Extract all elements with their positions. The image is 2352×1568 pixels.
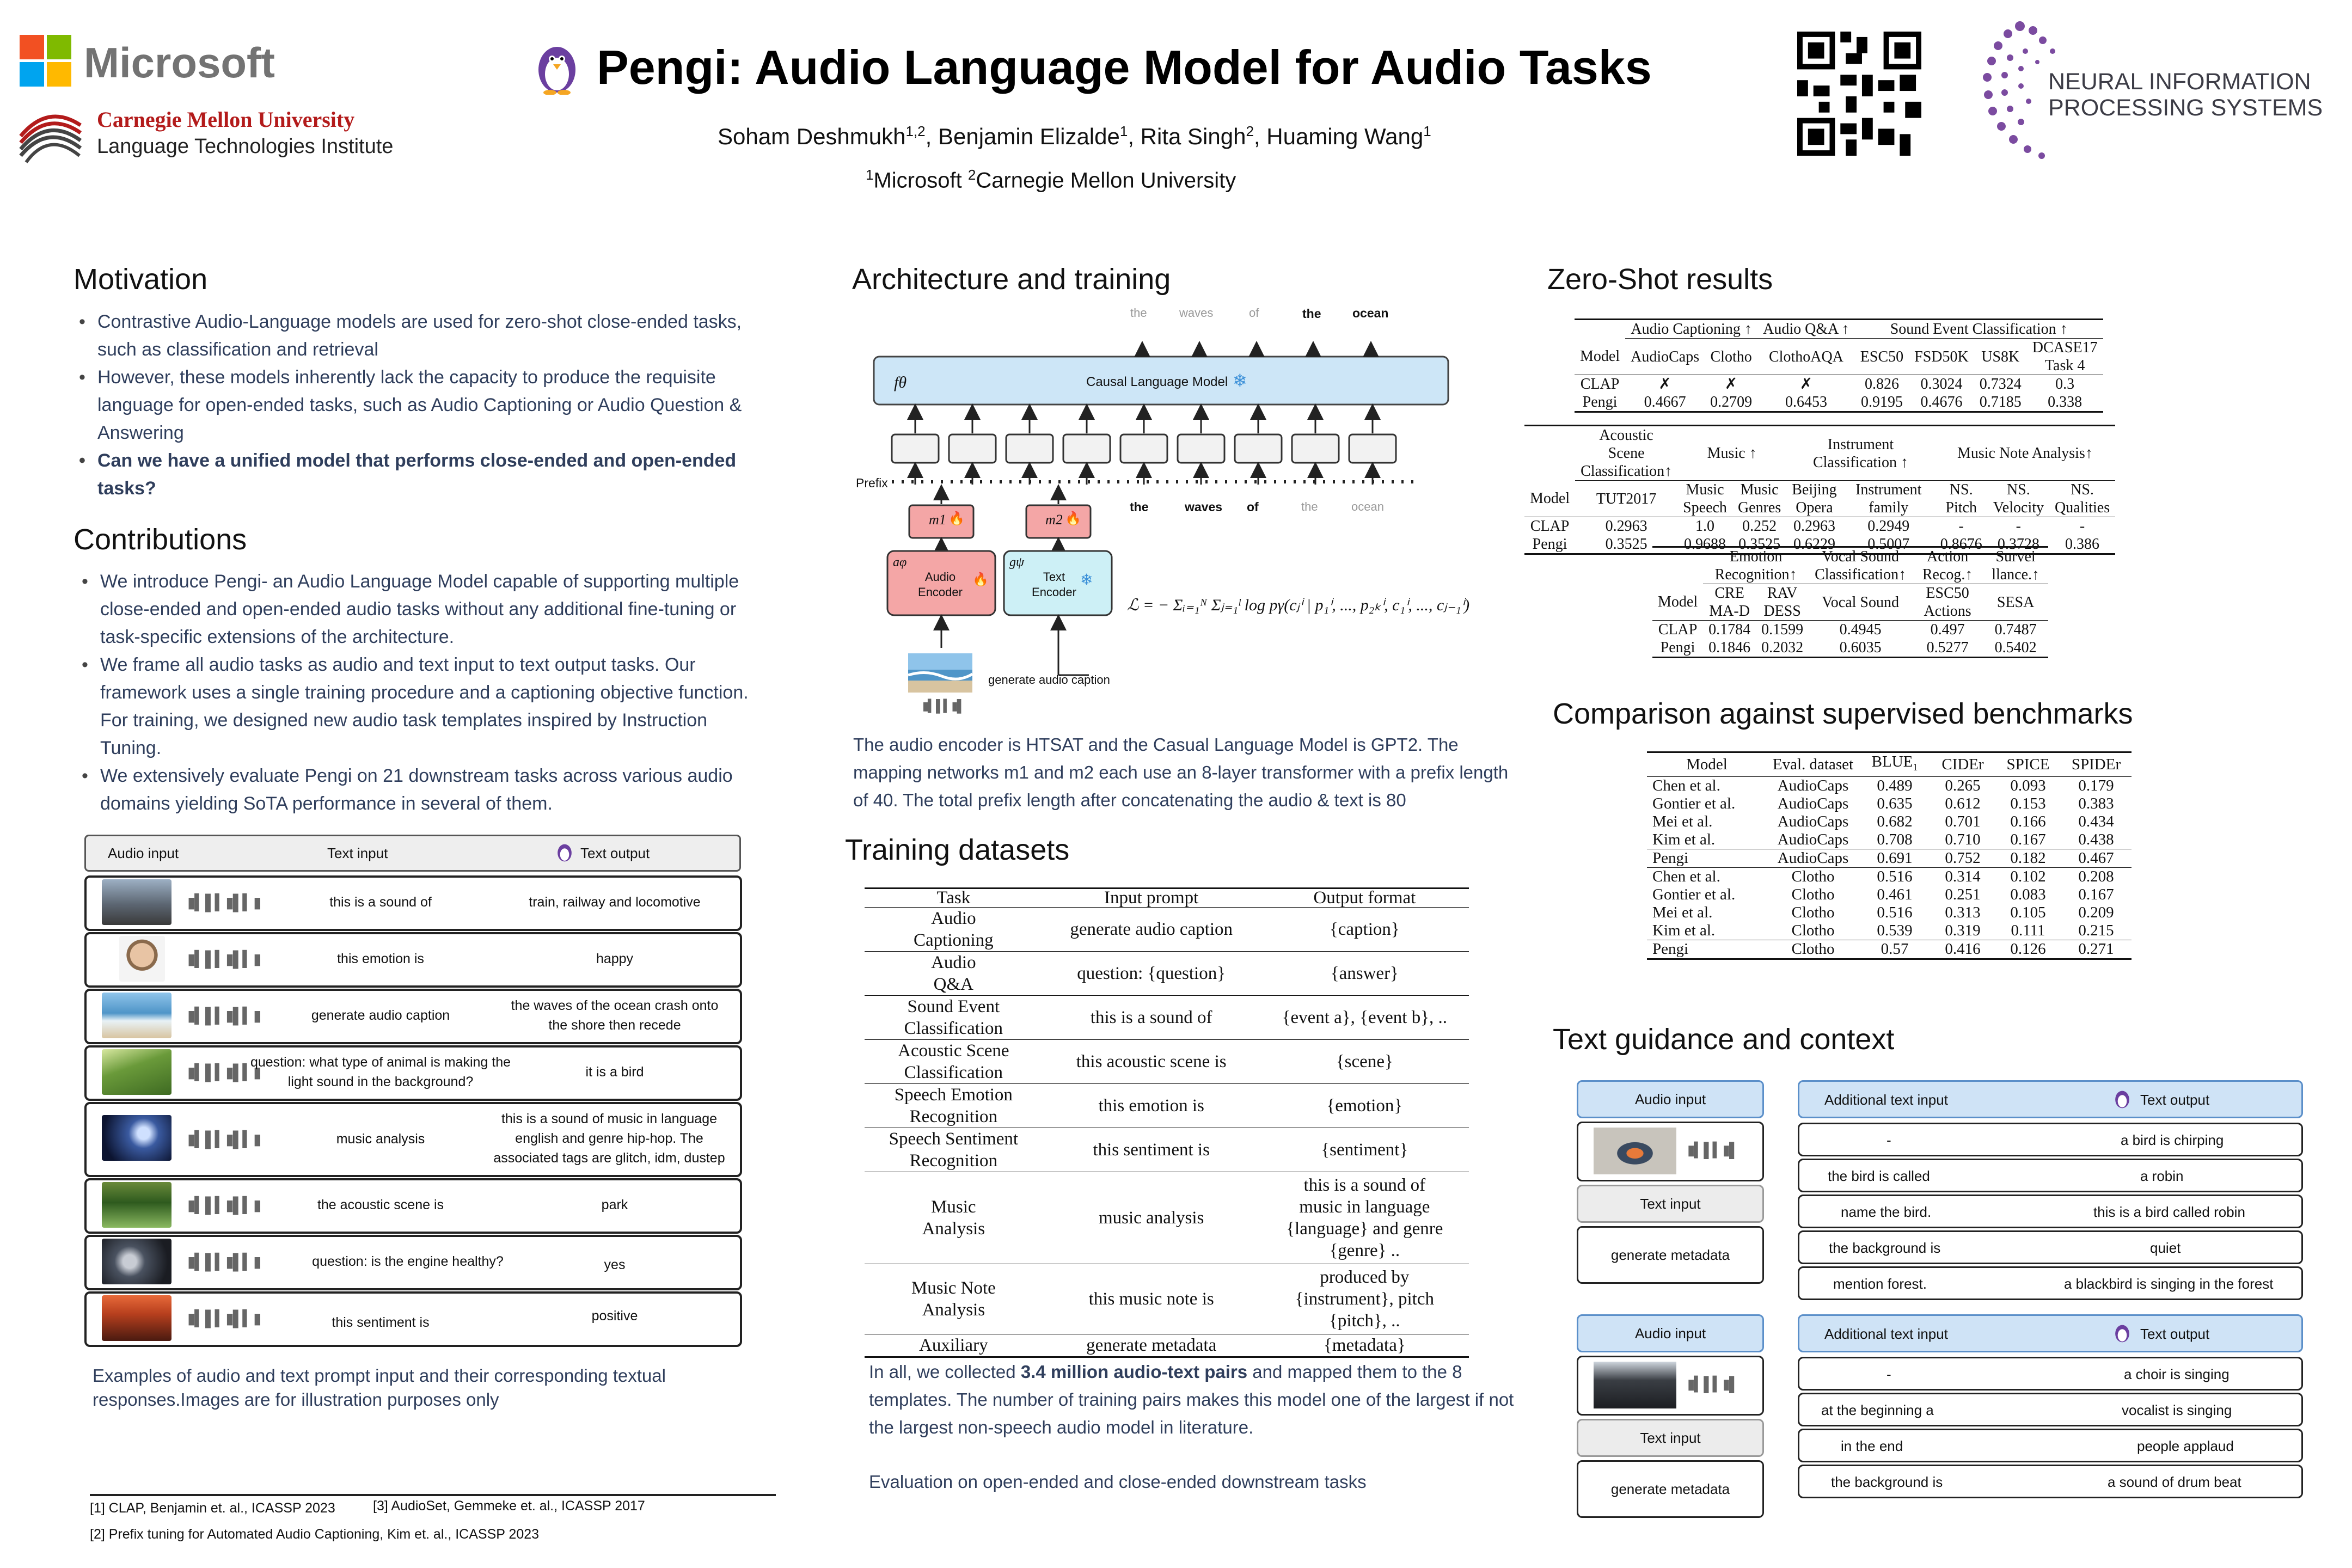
ms-logo-blue: [20, 62, 44, 87]
prefix-label: Prefix: [856, 476, 888, 490]
example-output: this is a sound of music in language english and genre hip-hop. The associated tags are glitch, idm, dustep: [493, 1111, 725, 1166]
table-row: Mei et al. AudioCaps 0.682 0.701 0.166 0.434: [1652, 812, 2114, 830]
table-row: Pengi AudioCaps 0.691 0.752 0.182 0.467: [1647, 849, 2132, 867]
concert-image: [102, 1115, 171, 1161]
authors: [718, 123, 1431, 150]
reference-1: [1] CLAP, Benjamin et. al., ICASSP 2023: [90, 1500, 335, 1516]
penguin-icon: [555, 842, 574, 862]
zeroshot-table-1: Audio Captioning ↑ Audio Q&A ↑ Sound Event Classification ↑ Model AudioCaps Clotho ClothoAQA ESC50 FSD50K US8K DCASE17 Task 4 CLAP ✗ ✗ ✗ 0.826 0.3024 0.7324 0.3 Pengi 0.4667 0.2709 0.6453 0.9195 0.4676 0.7185 0.338: [1575, 318, 2103, 413]
poster-title: Pengi: Audio Language Model for Audio Tasks: [597, 40, 1652, 94]
blue1-col: $BLUE_1$: [1871, 753, 1918, 773]
training-row: Music Note Analysis this music note is produced by {instrument}, pitch {pitch}, ..: [865, 1264, 1469, 1334]
neurips-line2: PROCESSING SYSTEMS: [2048, 95, 2323, 121]
training-table: [865, 887, 1469, 1358]
motivation-bullets: [74, 308, 767, 503]
group-header: Vocal Sound Classification↑: [1809, 547, 1912, 584]
training-row: Music Analysis music analysis this is a sound of music in language {language} and genre {genre} ..: [865, 1172, 1469, 1264]
input-token: of: [1247, 500, 1259, 514]
author-4: Huaming Wang$^1$: [1266, 123, 1431, 149]
group-header: Instrument Classification ↑: [1786, 426, 1934, 481]
engine-image: [102, 1239, 171, 1284]
example-output: train, railway and locomotive: [529, 895, 701, 910]
motivation-bullet: • Contrastive Audio-Language models are used for zero-shot close-ended tasks, such as classification and retrieval: [97, 308, 767, 364]
evaluation-note: Evaluation on open-ended and close-ended downstream tasks: [869, 1472, 1367, 1492]
contributions-heading: Contributions: [74, 523, 247, 556]
waveform-icon: ▮▍▌▍▮▌: [922, 699, 965, 713]
ms-logo-green: [47, 35, 71, 59]
input-token: the: [1130, 500, 1149, 514]
supervised-heading: Comparison against supervised benchmarks: [1553, 697, 2133, 730]
output-token: ocean: [1352, 306, 1389, 320]
author-2: Benjamin Elizalde$^1$,: [938, 123, 1141, 149]
audio-input-label: Audio input: [1577, 1080, 1764, 1118]
example-row: [84, 1235, 742, 1290]
forest-image: [102, 1049, 171, 1095]
author-3: Rita Singh$^2$,: [1140, 123, 1267, 149]
qr-code-icon[interactable]: [1797, 32, 1922, 156]
table-row: CLAP 0.1784 0.1599 0.4945 0.497 0.7487: [1658, 621, 2037, 638]
training-heading: Training datasets: [845, 834, 1070, 866]
training-row: Sound Event Classification this is a sound of {event a}, {event b}, ..: [865, 996, 1469, 1040]
audio-encoder-symbol: aφ: [893, 555, 907, 569]
contributions-bullets: [76, 568, 770, 818]
example-row: [84, 1291, 742, 1347]
architecture-heading: Architecture and training: [852, 263, 1171, 296]
contributions-bullet: • We extensively evaluate Pengi on 21 downstream tasks across various audio domains yielding SoTA performance in several of them.: [100, 762, 770, 818]
flame-icon: 🔥: [1065, 511, 1081, 526]
audio-encoder-label: Audio Encoder: [918, 570, 963, 599]
zeroshot-table-2: Acoustic Scene Classification↑ Music ↑ Instrument Classification ↑ Music Note Analysis↑ Model TUT2017 Music Speech Music Genres Beijing Opera Instrument family NS. Pitch NS. Velocity NS. Qualities CLAP 0.2963 1.0 0.252 0.2963 0.2949 - - - Pengi 0.3525 0.9688 0.3525 0.6229 0.5007 0.8676 0.3728 0.386: [1524, 425, 2115, 555]
waveform-icon: ▮▍▌▍▮▌▍▮: [187, 1064, 261, 1081]
waveform-icon: ▮▍▌▍▮▌▍▮: [187, 1253, 261, 1270]
examples-header-audio: Audio input: [108, 845, 179, 861]
table-row: Pengi 0.4667 0.2709 0.6453 0.9195 0.4676 0.7185 0.338: [1575, 393, 2103, 412]
table-row: Mei et al. Clotho 0.516 0.313 0.105 0.209: [1652, 903, 2114, 921]
examples-header: [84, 835, 741, 872]
crowd-image: [102, 1295, 171, 1341]
references-rule: [90, 1494, 776, 1496]
ms-logo-yellow: [47, 62, 71, 87]
choir-image: [1594, 1362, 1676, 1408]
architecture-diagram: [849, 299, 1481, 702]
example-row: [84, 1045, 742, 1101]
table-row: Kim et al. Clotho 0.539 0.319 0.111 0.215: [1647, 922, 2132, 940]
group-header: Sound Event Classification ↑: [1855, 320, 2103, 339]
penguin-icon: [2113, 1322, 2132, 1343]
motivation-bullet: • Can we have a unified model that performs close-ended and open-ended tasks?: [97, 447, 767, 503]
microsoft-wordmark: Microsoft: [84, 39, 275, 87]
additional-text-label: Additional text input: [1824, 1326, 1948, 1342]
text-output-label: Text output: [2140, 1092, 2210, 1108]
group-header: Survei llance.↑: [1983, 547, 2048, 584]
guidance-heading: Text guidance and context: [1553, 1023, 1895, 1056]
example-input: generate audio caption: [311, 1008, 450, 1023]
training-row: Audio Q&A question: {question} {answer}: [865, 952, 1469, 996]
cmu-logo: [15, 103, 396, 169]
table-row: CLAP ✗ ✗ ✗ 0.826 0.3024 0.7324 0.3: [1580, 376, 2075, 393]
cmu-name: Carnegie Mellon University: [97, 107, 355, 132]
generate-metadata-box: generate metadata: [1577, 1460, 1764, 1518]
table-row: Chen et al. Clotho 0.516 0.314 0.102 0.208: [1652, 867, 2114, 885]
example-input: music analysis: [336, 1131, 425, 1147]
bird-image: [1594, 1128, 1676, 1174]
group-header: Audio Captioning ↑: [1625, 320, 1757, 339]
ms-logo-red: [20, 35, 44, 59]
waveform-icon: ▮▍▌▍▮▌▍▮: [187, 1310, 261, 1327]
text-output-label: Text output: [2140, 1326, 2210, 1342]
guidance-header: [1798, 1080, 2303, 1118]
training-col-task: Task: [936, 888, 971, 908]
group-header: Action Recog.↑: [1912, 547, 1983, 584]
prompt-label: generate audio caption: [988, 673, 1110, 687]
generate-metadata-box: generate metadata: [1577, 1226, 1764, 1284]
microsoft-logo: [20, 34, 286, 90]
contributions-bullet: • We frame all audio tasks as audio and text input to text output tasks. Our framework uses a single training procedure and a captioning objective function. For training, we designed new audio task templates inspired by Instruction Tuning.: [100, 651, 770, 762]
train-image: [102, 879, 171, 925]
examples-caption: Examples of audio and text prompt input and their corresponding textual responses.Images are for illustration purposes only: [93, 1365, 666, 1410]
text-encoder-label: Text Encoder: [1032, 570, 1076, 599]
audio-input-label: Audio input: [1577, 1314, 1764, 1352]
guidance-row: the bird is called a robin: [1798, 1159, 2303, 1192]
output-token: of: [1249, 306, 1259, 320]
table-row: Gontier et al. AudioCaps 0.635 0.612 0.153 0.383: [1652, 794, 2114, 812]
examples-header-text: Text input: [327, 845, 388, 861]
guidance-header: [1798, 1314, 2303, 1352]
output-token: the: [1130, 306, 1147, 320]
waveform-icon: ▮▍▌▍▮▌▍▮: [187, 1197, 261, 1214]
text-input-label: Text input: [1577, 1419, 1764, 1457]
waveform-icon: ▮▍▌▍▮▌: [1687, 1142, 1738, 1158]
cmu-mark-icon: [15, 103, 86, 168]
example-input: this emotion is: [337, 951, 424, 966]
park-image: [102, 1182, 171, 1228]
guidance-row: at the beginning a vocalist is singing: [1798, 1393, 2303, 1426]
example-row: [84, 1102, 742, 1177]
supervised-table: Model Eval. dataset $BLUE_1$ CIDEr SPICE SPIDEr Chen et al. AudioCaps 0.489 0.265 0.093 0.179 Gontier et al. AudioCaps 0.635 0.612 0.153 0.383 Mei et al. AudioCaps 0.682 0.701 0.166 0.434 Kim et al. AudioCaps 0.708 0.710 0.167 0.438 Pengi AudioCaps 0.691 0.752 0.182 0.467 Chen et al. Clotho 0.516 0.314 0.102 0.208 Gontier et al. Clotho 0.461 0.251 0.083 0.167 Mei et al. Clotho 0.516 0.313 0.105 0.209 Kim et al. Clotho 0.539 0.319 0.111 0.215 Pengi Clotho 0.57 0.416 0.126 0.271: [1647, 751, 2132, 960]
neurips-line1: NEURAL INFORMATION: [2048, 69, 2311, 95]
example-output: park: [601, 1197, 628, 1212]
architecture-description: The audio encoder is HTSAT and the Casual Language Model is GPT2. The mapping networks m1 and m2 each use an 8-layer transformer with a prefix length of 40. The total prefix length after concatenating the audio & text is 80: [853, 734, 1509, 810]
group-header: Music Note Analysis↑: [1935, 426, 2115, 481]
guidance-row: name the bird. this is a bird called robin: [1798, 1195, 2303, 1228]
audio-input-box: [1577, 1122, 1764, 1181]
loss-formula: ℒ = − Σᵢ₌₁ᴺ Σⱼ₌₁ˡ log pγ(cⱼⁱ | p₁ⁱ, ..., p₂ₖⁱ, c₁ⁱ, ..., cⱼ₋₁ⁱ): [1127, 596, 1470, 614]
input-token: the: [1301, 500, 1318, 513]
group-header: Music ↑: [1677, 426, 1786, 481]
flame-icon: 🔥: [972, 572, 989, 587]
guidance-row: the background is a sound of drum beat: [1798, 1465, 2303, 1498]
example-row: [84, 989, 742, 1044]
training-row: Speech Sentiment Recognition this sentiment is {sentiment}: [865, 1128, 1469, 1172]
output-token: the: [1302, 307, 1321, 321]
training-summary: In all, we collected 3.4 million audio-text pairs and mapped them to the 8 templates. The number of training pairs makes this model one of the largest if not the largest non-speech audio model in literature.: [869, 1362, 1514, 1437]
group-header: Audio Q&A ↑: [1757, 320, 1855, 339]
training-col-input: Input prompt: [1104, 888, 1199, 908]
input-token: waves: [1185, 500, 1223, 514]
contributions-bullet: • We introduce Pengi- an Audio Language Model capable of supporting multiple close-ended and open-ended audio tasks without any additional fine-tuning or task-specific extensions of the architecture.: [100, 568, 770, 651]
prefix-token-boxes: [892, 434, 1396, 463]
example-output: the waves of the ocean crash onto the shore then recede: [511, 998, 719, 1033]
waveform-icon: ▮▍▌▍▮▌: [1687, 1376, 1738, 1392]
face-image: [119, 936, 165, 982]
waveform-icon: ▮▍▌▍▮▌▍▮: [187, 1131, 261, 1148]
example-output: happy: [596, 951, 634, 966]
zeroshot-table-3: Emotion Recognition↑ Vocal Sound Classification↑ Action Recog.↑ Survei llance.↑ Model CRE MA-D RAV DESS Vocal Sound ESC50 Actions SESA CLAP 0.1784 0.1599 0.4945 0.497 0.7487 Pengi 0.1846 0.2032 0.6035 0.5277 0.5402: [1652, 546, 2048, 658]
example-output: positive: [591, 1308, 638, 1324]
snowflake-icon: ❄: [1080, 571, 1093, 588]
penguin-icon: [2113, 1088, 2132, 1109]
waveform-icon: ▮▍▌▍▮▌▍▮: [187, 1007, 261, 1024]
table-row: CLAP 0.2963 1.0 0.252 0.2963 0.2949 - - -: [1530, 518, 2085, 535]
affiliations: $^1$Microsoft $^2$Carnegie Mellon University: [866, 167, 1236, 193]
example-output: yes: [604, 1257, 626, 1272]
neurips-logo: [1976, 19, 2325, 166]
example-input: question: what type of animal is making the light sound in the background?: [250, 1055, 511, 1089]
waveform-icon: ▮▍▌▍▮▌▍▮: [187, 894, 261, 911]
additional-text-label: Additional text input: [1824, 1092, 1948, 1108]
guidance-row: in the end people applaud: [1798, 1429, 2303, 1462]
output-token: waves: [1179, 306, 1214, 320]
example-row: [84, 932, 742, 988]
training-row: Acoustic Scene Classification this acoustic scene is {scene}: [865, 1040, 1469, 1084]
training-row: Speech Emotion Recognition this emotion is {emotion}: [865, 1084, 1469, 1128]
causal-lm-label: Causal Language Model: [1086, 375, 1228, 389]
waveform-icon: ▮▍▌▍▮▌▍▮: [187, 951, 261, 967]
penguin-icon: [532, 40, 581, 95]
reference-3: [3] AudioSet, Gemmeke et. al., ICASSP 2017: [373, 1498, 645, 1514]
example-output: it is a bird: [585, 1064, 644, 1080]
input-token: ocean: [1351, 500, 1384, 513]
training-row: Auxiliary generate metadata {metadata}: [865, 1334, 1469, 1357]
table-row: Kim et al. AudioCaps 0.708 0.710 0.167 0.438: [1647, 831, 2132, 849]
motivation-heading: Motivation: [74, 263, 208, 296]
training-row: Audio Captioning generate audio caption {caption}: [865, 908, 1469, 952]
example-input: the acoustic scene is: [317, 1197, 444, 1212]
group-header: Emotion Recognition↑: [1703, 547, 1809, 584]
snowflake-icon: ❄: [1233, 371, 1247, 390]
table-row: Gontier et al. Clotho 0.461 0.251 0.083 0.167: [1652, 885, 2114, 903]
table-row: Chen et al. AudioCaps 0.489 0.265 0.093 0.179: [1652, 776, 2114, 794]
training-col-output: Output format: [1313, 888, 1416, 908]
m1-label: m1: [929, 512, 946, 528]
motivation-bullet: • However, these models inherently lack the capacity to produce the requisite language for open-ended tasks, such as Audio Captioning or Audio Question & Answering: [97, 364, 767, 447]
guidance-row: - a bird is chirping: [1798, 1123, 2303, 1156]
example-input: this sentiment is: [332, 1315, 430, 1330]
guidance-row: the background is quiet: [1798, 1230, 2303, 1264]
lti-name: Language Technologies Institute: [97, 135, 394, 158]
reference-2: [2] Prefix tuning for Automated Audio Captioning, Kim et. al., ICASSP 2023: [90, 1527, 540, 1542]
example-input: question: is the engine healthy?: [312, 1254, 504, 1269]
m2-label: m2: [1045, 512, 1063, 528]
table-row: Pengi 0.1846 0.2032 0.6035 0.5277 0.5402: [1652, 639, 2048, 658]
audio-input-box: [1577, 1356, 1764, 1416]
table-row: Pengi 0.3525 0.9688 0.3525 0.6229 0.5007 0.8676 0.3728 0.386: [1524, 535, 2115, 554]
guidance-row: - a choir is singing: [1798, 1357, 2303, 1391]
group-header: Acoustic Scene Classification↑: [1575, 426, 1677, 481]
author-1: Soham Deshmukh$^{1,2}$,: [718, 123, 938, 149]
text-input-label: Text input: [1577, 1185, 1764, 1223]
zeroshot-heading: Zero-Shot results: [1547, 263, 1773, 296]
text-encoder-symbol: gψ: [1009, 555, 1024, 569]
flame-icon: 🔥: [948, 511, 965, 526]
table-row: Pengi Clotho 0.57 0.416 0.126 0.271: [1647, 940, 2132, 959]
example-input: this is a sound of: [329, 895, 432, 910]
guidance-row: mention forest. a blackbird is singing in the forest: [1798, 1266, 2303, 1300]
f-theta-label: fθ: [894, 373, 907, 391]
example-row: [84, 875, 742, 931]
examples-header-output: Text output: [580, 845, 650, 861]
ocean-image: [102, 993, 171, 1038]
example-row: [84, 1178, 742, 1234]
